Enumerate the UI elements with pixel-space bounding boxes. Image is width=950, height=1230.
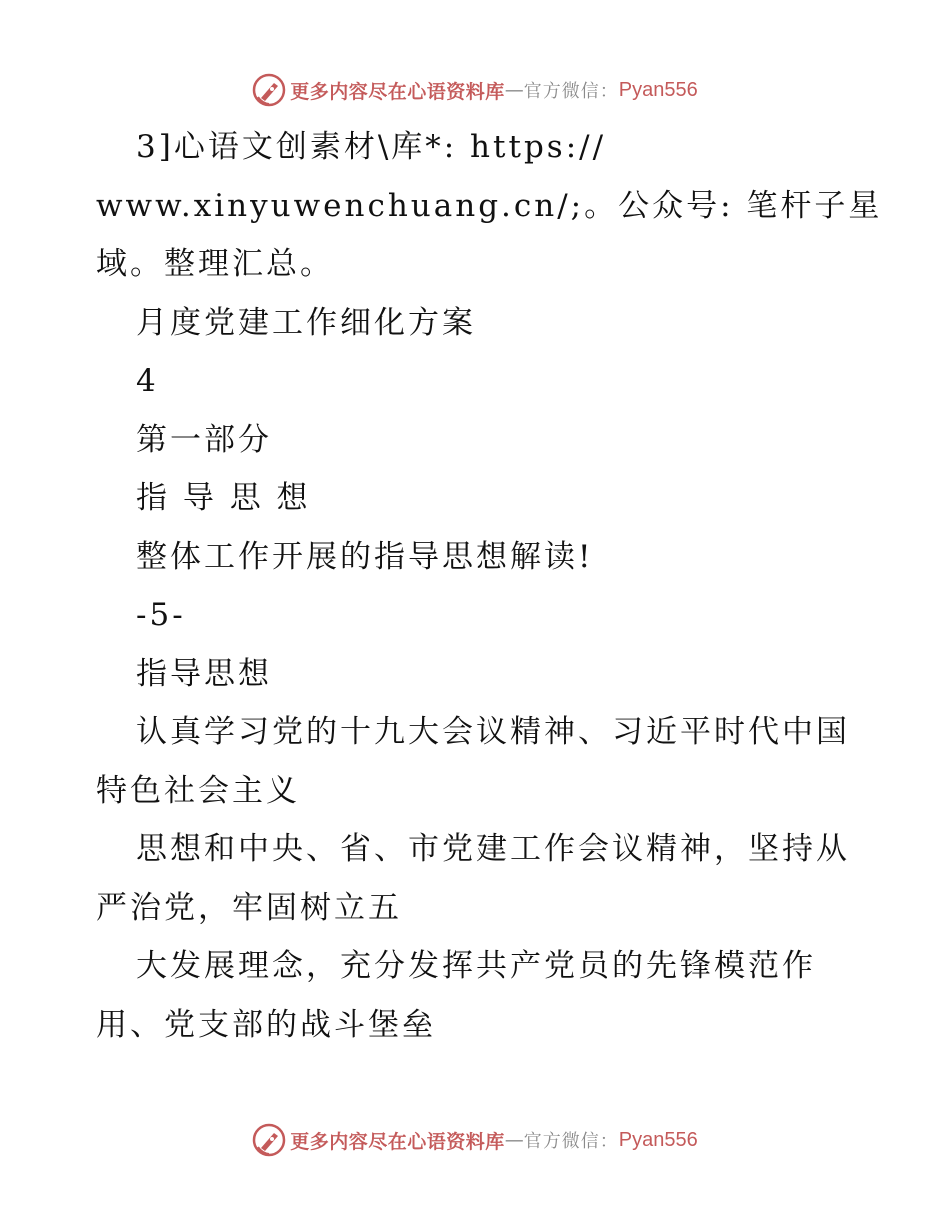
section-title: 指 导 思 想 xyxy=(136,480,311,516)
page-number-5: -5- xyxy=(136,597,186,633)
banner-wechat-label: 官方微信： xyxy=(523,81,619,102)
document-title: 月度党建工作细化方案 xyxy=(136,304,476,341)
paragraph-line-2: 特色社会主义 xyxy=(96,772,300,809)
banner-wechat-label: 官方微信： xyxy=(523,1131,619,1152)
header-watermark-banner xyxy=(0,70,950,110)
body-line-3: 域。整理汇总。 xyxy=(96,246,334,282)
banner-brand-text: 更多内容尽在心语资料库 xyxy=(290,80,505,103)
pen-logo-icon xyxy=(252,73,286,107)
banner-dash: — xyxy=(504,79,524,101)
banner-dash: — xyxy=(504,1129,524,1151)
pen-logo-icon xyxy=(252,1123,286,1157)
paragraph-line-3: 思想和中央、省、市党建工作会议精神，坚持从 xyxy=(136,831,850,867)
document-body xyxy=(96,118,883,1054)
subsection-heading: 指导思想 xyxy=(136,655,272,692)
paragraph-line-6: 用、党支部的战斗堡垒 xyxy=(96,1006,436,1043)
paragraph-line-1: 认真学习党的十九大会议精神、习近平时代中国 xyxy=(136,714,850,750)
body-line-2: www.xinyuwenchuang.cn/;。公众号: 笔杆子星 xyxy=(96,187,883,224)
banner-wechat-id: Pyan556 xyxy=(618,1128,698,1151)
page-number-4: 4 xyxy=(136,363,159,399)
footer-watermark-banner xyxy=(0,1120,950,1160)
paragraph-line-4: 严治党，牢固树立五 xyxy=(96,889,402,926)
paragraph-line-5: 大发展理念，充分发挥共产党员的先锋模范作 xyxy=(136,948,816,984)
banner-brand-text: 更多内容尽在心语资料库 xyxy=(290,1130,505,1153)
body-line-1: 3]心语文创素材\库*: https:// xyxy=(136,129,607,165)
banner-wechat-id: Pyan556 xyxy=(618,78,698,101)
section-subtitle: 整体工作开展的指导思想解读! xyxy=(136,538,594,575)
section-heading: 第一部分 xyxy=(136,421,272,458)
